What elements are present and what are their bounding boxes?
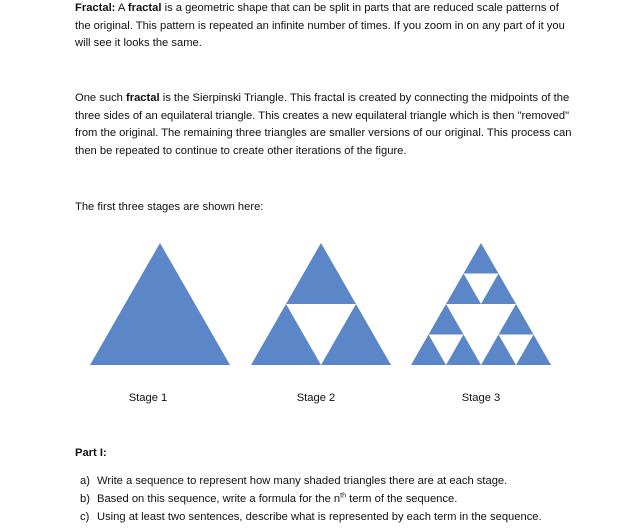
stage-3-label: Stage 3 — [461, 392, 501, 404]
question-c-marker: c) — [80, 511, 90, 523]
question-a-text: Write a sequence to represent how many shaded triangles there are at each stage. — [97, 475, 508, 487]
stages-intro: The first three stages are shown here: — [75, 201, 264, 213]
stage-2-triangle — [251, 243, 391, 365]
description-text-b: is the Sierpinski Triangle. This fractal is created by connecting the midpoints of the three sides of an equilateral triangle. This creates a new equilateral triangle which is then "removed" from the original. The remaining three triangles are smaller versions of our original. This process can then be repeated to continue to create other iterations of the figure. — [75, 92, 572, 157]
fractal-term-bold: fractal — [127, 2, 162, 14]
question-b-marker: b) — [80, 493, 90, 505]
shaded-triangle — [90, 243, 230, 365]
fractal-term: Fractal: — [75, 2, 116, 14]
definition-text-b: is a geometric shape that can be split in parts that are reduced scale patterns of the original. This pattern is repeated an infinite number of times. If you zoom in on any part of it you will see it looks the same. — [75, 2, 565, 49]
fractal-term-bold-2: fractal — [126, 92, 160, 104]
question-c-text: Using at least two sentences, describe what is represented by each term in the sequence. — [97, 511, 542, 523]
question-b-text-a: Based on this sequence, write a formula for the n — [97, 493, 341, 505]
question-list — [80, 473, 542, 527]
question-c — [80, 509, 542, 527]
question-a — [80, 473, 542, 491]
part-title: Part I: — [75, 447, 107, 459]
stage-3-triangle — [411, 243, 551, 365]
description-text-a: One such — [75, 92, 126, 104]
question-b — [80, 491, 542, 509]
stage-2-label: Stage 2 — [296, 392, 336, 404]
question-b-text-b: term of the sequence. — [346, 493, 458, 505]
question-b-superscript: th — [340, 492, 346, 500]
stage-1-triangle — [90, 243, 230, 365]
stage-1-label: Stage 1 — [128, 392, 168, 404]
question-a-marker: a) — [80, 475, 90, 487]
definition-text-a: A — [115, 2, 128, 14]
